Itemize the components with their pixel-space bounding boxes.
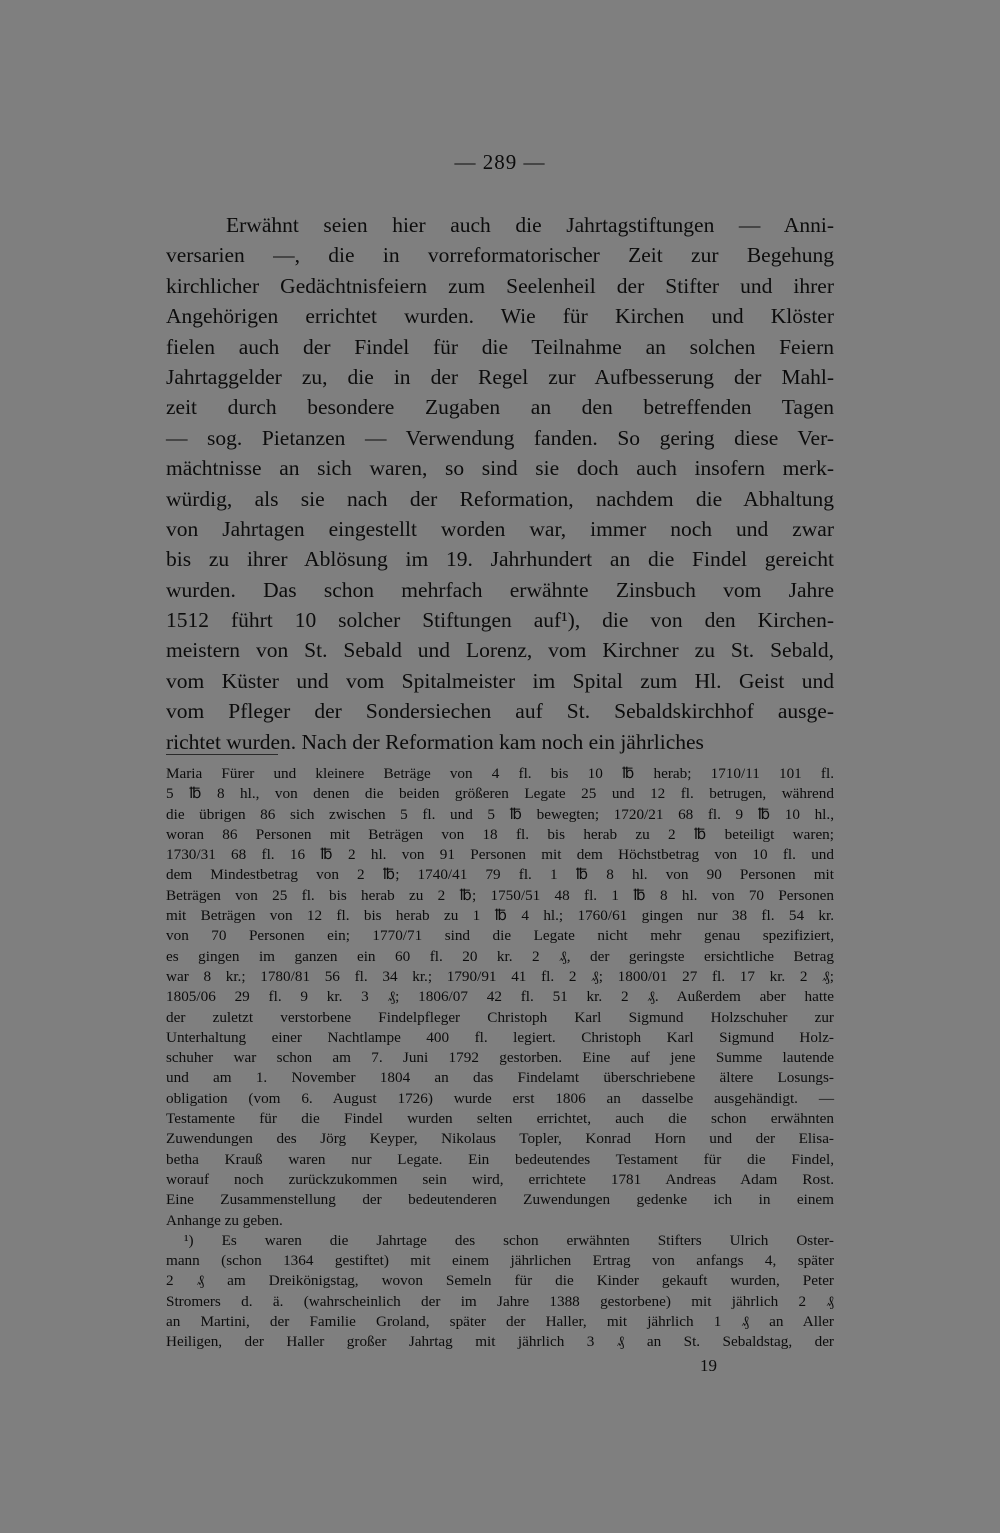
body-line: mächtnisse an sich waren, so sind sie doch auch insofern merk- — [166, 456, 834, 481]
footnote-line: ¹) Es waren die Jahrtage des schon erwähnten Stifters Ulrich Oster- — [184, 1231, 834, 1249]
body-line: bis zu ihrer Ablösung im 19. Jahrhundert an die Findel gereicht — [166, 547, 834, 572]
main-body-text — [166, 210, 834, 757]
body-line: versarien —, die in vorreformatorischer Zeit zur Begehung — [166, 243, 834, 268]
footnote-line: von 70 Personen ein; 1770/71 sind die Legate nicht mehr genau spezifiziert, — [166, 927, 834, 945]
footnote-line: es gingen im ganzen ein 60 fl. 20 kr. 2 ₰, der geringste ersichtliche Betrag — [166, 947, 834, 965]
body-line: Angehörigen errichtet wurden. Wie für Kirchen und Klöster — [166, 304, 834, 329]
signature-mark: 19 — [700, 1356, 717, 1375]
footnote-line: 1805/06 29 fl. 9 kr. 3 ₰; 1806/07 42 fl. 51 kr. 2 ₰. Außerdem aber hatte — [166, 988, 834, 1006]
footnote-line: an Martini, der Familie Groland, später der Haller, mit jährlich 1 ₰ an Aller — [166, 1313, 834, 1331]
footnote-line: Testamente für die Findel wurden selten errichtet, auch die schon erwähnten — [166, 1110, 834, 1128]
body-line: wurden. Das schon mehrfach erwähnte Zinsbuch vom Jahre — [166, 577, 834, 602]
body-line: würdig, als sie nach der Reformation, nachdem die Abhaltung — [166, 486, 834, 511]
body-line: kirchlicher Gedächtnisfeiern zum Seelenheil der Stifter und ihrer — [166, 273, 834, 298]
body-line: 1512 führt 10 solcher Stiftungen auf¹), die von den Kirchen- — [166, 608, 834, 633]
footnote-line: Unterhaltung einer Nachtlampe 400 fl. legiert. Christoph Karl Sigmund Holz- — [166, 1028, 834, 1046]
page-number: — 289 — — [454, 150, 546, 174]
footnote-line: Beträgen von 25 fl. bis herab zu 2 ℔; 1750/51 48 fl. 1 ℔ 8 hl. von 70 Personen — [166, 886, 834, 904]
footnote-line: mit Beträgen von 12 fl. bis herab zu 1 ℔ 4 hl.; 1760/61 gingen nur 38 fl. 54 kr. — [166, 907, 834, 925]
footnote-line: obligation (vom 6. August 1726) wurde erst 1806 an dasselbe ausgehändigt. — — [166, 1089, 834, 1107]
footnote-line: Heiligen, der Haller großer Jahrtag mit jährlich 3 ₰ an St. Sebaldstag, der — [166, 1333, 834, 1351]
footnote-line: die übrigen 86 sich zwischen 5 fl. und 5 ℔ bewegten; 1720/21 68 fl. 9 ℔ 10 hl., — [166, 805, 834, 823]
body-line: Erwähnt seien hier auch die Jahrtagstiftungen — Anni- — [226, 213, 834, 237]
footnote-line: der zuletzt verstorbene Findelpfleger Christoph Karl Sigmund Holzschuher zur — [166, 1008, 834, 1026]
body-line: richtet wurden. Nach der Reformation kam noch ein jährliches — [166, 729, 704, 754]
footnote-line: dem Mindestbetrag von 2 ℔; 1740/41 79 fl. 1 ℔ 8 hl. von 90 Personen mit — [166, 866, 834, 884]
body-line: — sog. Pietanzen — Verwendung fanden. So gering diese Ver- — [166, 425, 834, 450]
footnote-line: Stromers d. ä. (wahrscheinlich der im Jahre 1388 gestorbene) mit jährlich 2 ₰ — [166, 1292, 834, 1310]
footnote-line: 2 ₰ am Dreikönigstag, wovon Semeln für die Kinder gekauft wurden, Peter — [166, 1272, 834, 1290]
footnote-line: betha Krauß waren nur Legate. Ein bedeutendes Testament für die Findel, — [166, 1150, 834, 1168]
body-line: vom Pfleger der Sondersiechen auf St. Sebaldskirchhof ausge- — [166, 699, 834, 724]
footnotes — [166, 764, 834, 1353]
footnote-line: worauf noch zurückzukommen sein wird, errichtete 1781 Andreas Adam Rost. — [166, 1170, 834, 1188]
footnote-separator — [166, 754, 278, 755]
footnote-line: woran 86 Personen mit Beträgen von 18 fl. bis herab zu 2 ℔ beteiligt waren; — [166, 825, 834, 843]
footnote-line: 5 ℔ 8 hl., von denen die beiden größeren Legate 25 und 12 fl. betrugen, während — [166, 785, 834, 803]
footnote-line: war 8 kr.; 1780/81 56 fl. 34 kr.; 1790/91 41 fl. 2 ₰; 1800/01 27 fl. 17 kr. 2 ₰; — [166, 967, 834, 985]
body-line: meistern von St. Sebald und Lorenz, vom Kirchner zu St. Sebald, — [166, 638, 834, 663]
body-line: von Jahrtagen eingestellt worden war, immer noch und zwar — [166, 516, 834, 541]
body-line: zeit durch besondere Zugaben an den betreffenden Tagen — [166, 395, 834, 420]
body-line: fielen auch der Findel für die Teilnahme an solchen Feiern — [166, 334, 834, 359]
footnote-line: Anhange zu geben. — [166, 1211, 283, 1229]
footnote-line: schuher war schon am 7. Juni 1792 gestorben. Eine auf jene Summe lautende — [166, 1049, 834, 1067]
footnote-line: Maria Fürer und kleinere Beträge von 4 fl. bis 10 ℔ herab; 1710/11 101 fl. — [166, 765, 834, 782]
footnote-line: Eine Zusammenstellung der bedeutenderen Zuwendungen gedenke ich in einem — [166, 1191, 834, 1209]
body-line: Jahrtaggelder zu, die in der Regel zur Aufbesserung der Mahl- — [166, 364, 834, 389]
footnote-line: mann (schon 1364 gestiftet) mit einem jährlichen Ertrag von anfangs 4, später — [166, 1252, 834, 1270]
body-line: vom Küster und vom Spitalmeister im Spital zum Hl. Geist und — [166, 668, 834, 693]
footnote-line: und am 1. November 1804 an das Findelamt überschriebene ältere Losungs- — [166, 1069, 834, 1087]
footnote-line: 1730/31 68 fl. 16 ℔ 2 hl. von 91 Personen mit dem Höchstbetrag von 10 fl. und — [166, 846, 834, 864]
footnote-line: Zuwendungen des Jörg Keyper, Nikolaus Topler, Konrad Horn und der Elisa- — [166, 1130, 834, 1148]
